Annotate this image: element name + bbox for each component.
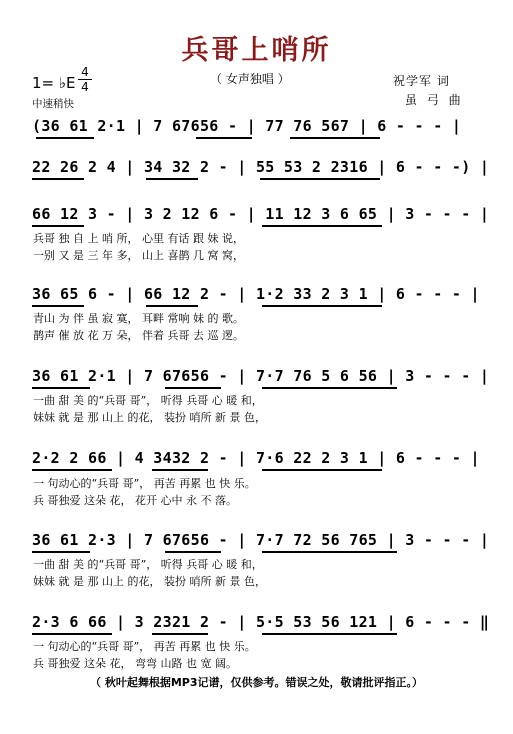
tempo-marking: 中速稍快 <box>32 98 74 110</box>
beam-underline <box>146 305 198 307</box>
beam-underline <box>165 387 221 389</box>
beam-underline <box>262 551 397 553</box>
composer-credit: 虽 弓 曲 <box>405 93 464 107</box>
lyric-line-3b: 一别 又 是 三 年 多， 山上 喜鹊 几 窝 窝， <box>33 249 244 262</box>
lyric-line-6b: 兵 哥独爱 这朵 花， 花开 心中 永 不 落。 <box>33 494 237 507</box>
beam-underline <box>32 469 112 471</box>
score-line-2: 22 26 2 4 | 34 32 2 - | 55 53 2 2316 | 6 - - -) | <box>32 158 490 176</box>
meter-bottom: 4 <box>81 80 89 94</box>
score-line-5: 36 61 2·1 | 7 67656 - | 7·7 76 5 6 56 | 3 - - - | <box>32 367 490 385</box>
lyricist-credit: 祝学军 词 <box>393 74 450 88</box>
beam-underline <box>262 469 382 471</box>
beam-underline <box>152 469 208 471</box>
beam-underline <box>32 178 84 180</box>
beam-underline <box>260 178 380 180</box>
score-line-3: 66 12 3 - | 3 2 12 6 - | 11 12 3 6 65 | 3 - - - | <box>32 205 490 223</box>
beam-underline <box>32 305 84 307</box>
score-line-6: 2·2 2 66 | 4 3432 2 - | 7·6 22 2 3 1 | 6 - - - | <box>32 449 480 467</box>
beam-underline <box>262 225 382 227</box>
lyric-line-4b: 鹊声 催 放 花 万 朵， 伴着 兵哥 去 巡 逻。 <box>33 329 244 342</box>
beam-underline <box>36 137 94 139</box>
score-line-7: 36 61 2·3 | 7 67656 - | 7·7 72 56 765 | 3 - - - | <box>32 531 490 549</box>
beam-underline <box>146 178 198 180</box>
beam-underline <box>32 387 90 389</box>
beam-underline <box>152 633 208 635</box>
lyric-line-3a: 兵哥 独 自 上 哨 所， 心里 有话 跟 妹 说， <box>33 232 244 245</box>
footer-note: （ 秋叶起舞根据MP3记谱，仅供参考。错误之处，敬请批评指正。） <box>90 676 423 689</box>
lyric-line-6a: 一 句动心的“兵哥 哥”， 再苦 再累 也 快 乐。 <box>33 477 256 490</box>
lyric-line-5b: 妹妹 就 是 那 山上 的花， 装扮 哨所 新 景 色， <box>33 411 266 424</box>
beam-underline <box>262 305 382 307</box>
subtitle: （ 女声独唱 ） <box>210 72 290 86</box>
beam-underline <box>165 551 221 553</box>
lyric-line-4a: 青山 为 伴 虽 寂 寞， 耳畔 常响 妹 的 歌。 <box>33 312 244 325</box>
beam-underline <box>290 137 380 139</box>
beam-underline <box>32 225 84 227</box>
key-signature: 1= ♭E <box>32 74 76 92</box>
beam-underline <box>32 551 90 553</box>
beam-underline <box>262 387 397 389</box>
time-signature <box>78 66 92 93</box>
lyric-line-5a: 一曲 甜 美 的“兵哥 哥”， 听得 兵哥 心 暖 和， <box>33 394 263 407</box>
score-line-8: 2·3 6 66 | 3 2321 2 - | 5·5 53 56 121 | 6 - - - ‖ <box>32 613 490 631</box>
beam-underline <box>196 137 252 139</box>
beam-underline <box>32 633 112 635</box>
lyric-line-7b: 妹妹 就 是 那 山上 的花， 装扮 哨所 新 景 色， <box>33 575 266 588</box>
lyric-line-7a: 一曲 甜 美 的“兵哥 哥”， 听得 兵哥 心 暖 和， <box>33 558 263 571</box>
beam-underline <box>262 633 397 635</box>
score-line-4: 36 65 6 - | 66 12 2 - | 1·2 33 2 3 1 | 6 - - - | <box>32 285 480 303</box>
meter-top: 4 <box>81 65 89 79</box>
lyric-line-8b: 兵 哥独爱 这朵 花， 弯弯 山路 也 宽 阔。 <box>33 657 237 670</box>
page-title: 兵哥上哨所 <box>181 35 332 66</box>
lyric-line-8a: 一 句动心的“兵哥 哥”， 再苦 再累 也 快 乐。 <box>33 640 256 653</box>
score-line-1: (36 61 2·1 | 7 67656 - | 77 76 567 | 6 - - - | <box>32 117 462 135</box>
